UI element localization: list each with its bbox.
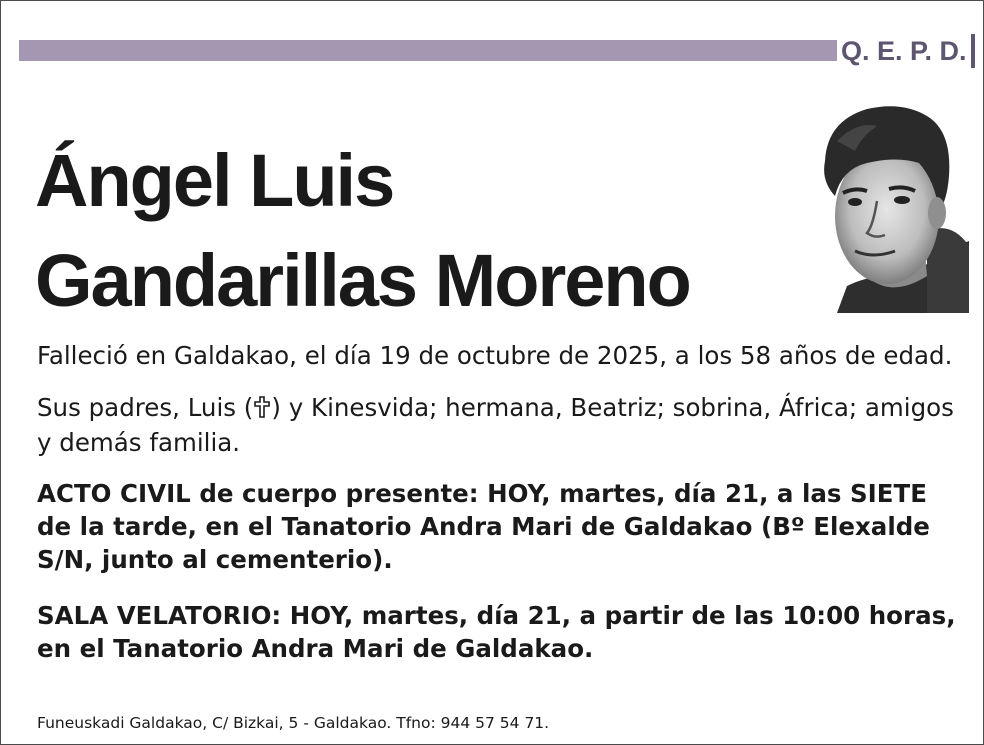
- funeral-home-footer: Funeuskadi Galdakao, C/ Bizkai, 5 - Galdakao. Tfno: 944 57 54 71.: [37, 714, 550, 732]
- name-line-1: Ángel Luis: [35, 139, 394, 222]
- deceased-name: [35, 131, 795, 331]
- wake-notice: SALA VELATORIO: HOY, martes, día 21, a partir de las 10:00 horas, en el Tanatorio Andra Mari de Galdakao.: [37, 601, 956, 663]
- death-notice: Falleció en Galdakao, el día 19 de octubre de 2025, a los 58 años de edad.: [37, 341, 953, 370]
- header-bar: [19, 40, 837, 61]
- civil-act-notice: ACTO CIVIL de cuerpo presente: HOY, martes, día 21, a las SIETE de la tarde, en el Tanatorio Andra Mari de Galdakao (Bº Elexalde S/N, junto al cementerio).: [37, 479, 930, 574]
- family-text-part-1: Sus padres, Luis (: [37, 393, 254, 422]
- portrait-photo: [807, 101, 969, 313]
- family-text-part-2: ) y Kinesvida; hermana, Beatriz; sobrina, África; amigos y demás familia.: [37, 393, 954, 457]
- cross-icon: [253, 393, 271, 426]
- family-list: [37, 391, 967, 459]
- qepd-label: Q. E. P. D.: [841, 34, 975, 68]
- name-line-2: Gandarillas Moreno: [35, 239, 690, 322]
